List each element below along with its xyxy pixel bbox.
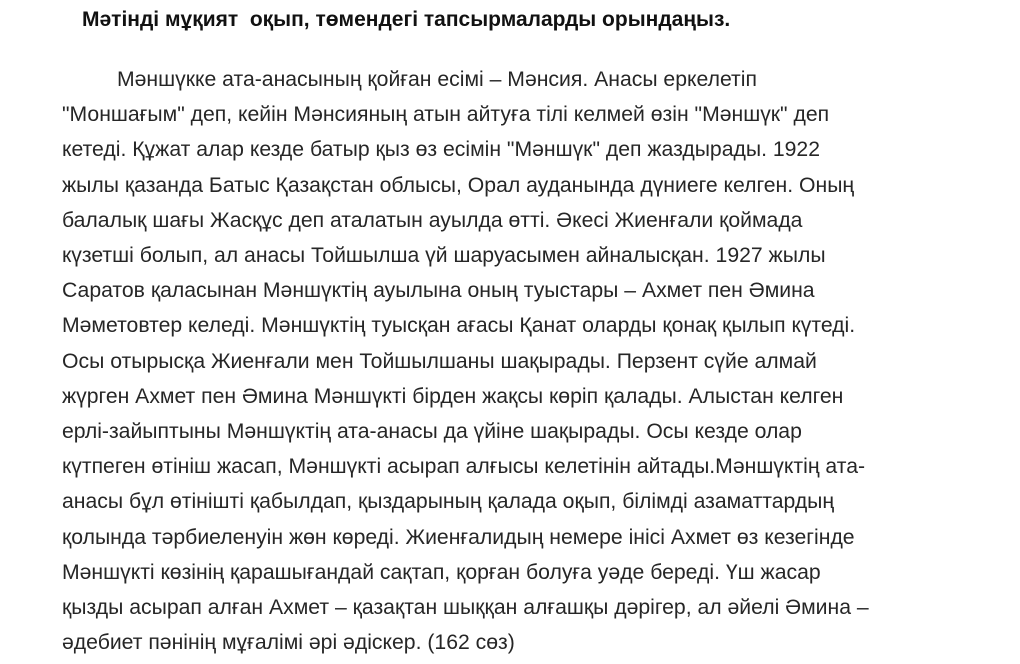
paragraph-line: Мәметовтер келеді. Мәншүктің туысқан ағасы Қанат оларды қонақ қылып күтеді.: [62, 314, 856, 338]
paragraph-line: кетеді. Құжат алар кезде батыр қыз өз есімін "Мәншүк" деп жаздырады. 1922: [62, 138, 820, 162]
paragraph-line: жүрген Ахмет пен Әмина Мәншүкті бірден жақсы көріп қалады. Алыстан келген: [62, 384, 844, 408]
paragraph-line: жылы қазанда Батыс Қазақстан облысы, Орал ауданында дүниеге келген. Оның: [62, 173, 855, 197]
instruction-heading: Мәтінді мұқият оқып, төмендегі тапсырмаларды орындаңыз.: [82, 8, 731, 31]
paragraph-line: ерлі-зайыптыны Мәншүктің ата-анасы да үйіне шақырады. Осы кезде олар: [62, 420, 802, 444]
paragraph-line: Мәншүкті көзінің қарашығандай сақтап, қорған болуға уәде береді. Үш жасар: [62, 560, 821, 584]
paragraph-line: қолында тәрбиеленуін жөн көреді. Жиенғалидың немере інісі Ахмет өз кезегінде: [62, 525, 855, 549]
paragraph-line: күзетші болып, ал анасы Тойшылша үй шаруасымен айналысқан. 1927 жылы: [62, 244, 826, 268]
story-paragraph: [62, 62, 1002, 660]
paragraph-line: Осы отырысқа Жиенғали мен Тойшылшаны шақырады. Перзент сүйе алмай: [62, 349, 817, 373]
paragraph-line: қызды асырап алған Ахмет – қазақтан шыққан алғашқы дәрігер, ал әйелі Әмина –: [62, 596, 869, 620]
paragraph-line: "Моншағым" деп, кейін Мәнсияның атын айтуға тілі келмей өзін "Мәншүк" деп: [62, 103, 830, 127]
paragraph-line: балалық шағы Жасқұс деп аталатын ауылда өтті. Әкесі Жиенғали қоймада: [62, 208, 803, 232]
paragraph-line: әдебиет пәнінің мұғалімі әрі әдіскер. (162 сөз): [62, 631, 515, 655]
paragraph-line: күтпеген өтініш жасап, Мәншүкті асырап алғысы келетінін айтады.Мәншүктің ата-: [62, 455, 866, 479]
paragraph-line: анасы бұл өтінішті қабылдап, қыздарының қалада оқып, білімді азаматтардың: [62, 490, 835, 514]
paragraph-line: Саратов қаласынан Мәншүктің ауылына оның туыстары – Ахмет пен Әмина: [62, 279, 815, 303]
paragraph-line: Мәншүкке ата-анасының қойған есімі – Мәнсия. Анасы еркелетіп: [117, 68, 757, 91]
